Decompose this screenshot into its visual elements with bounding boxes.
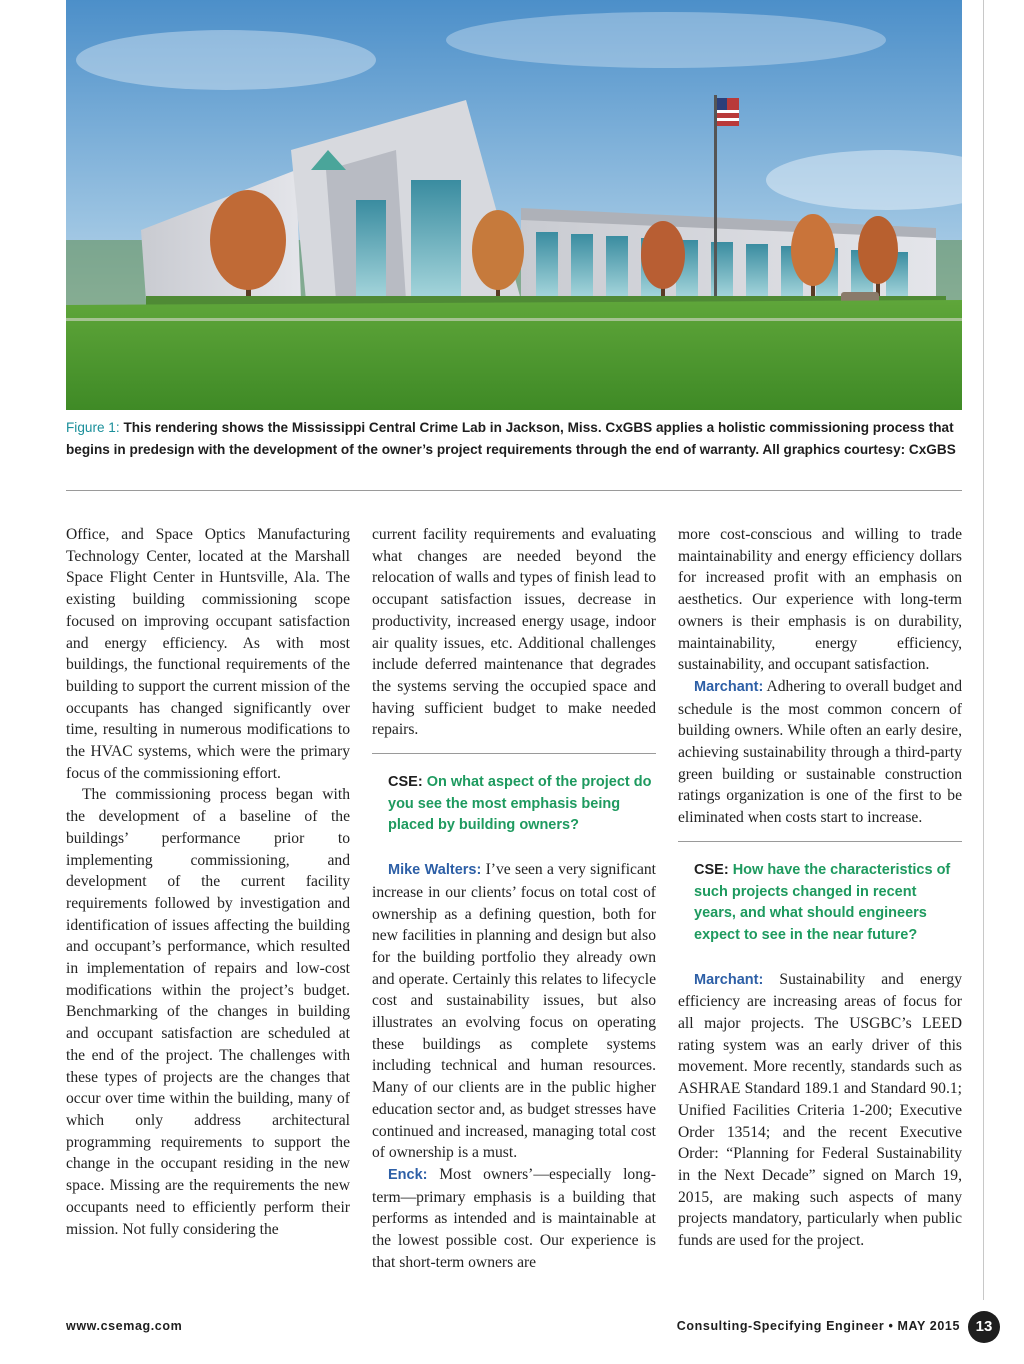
answer-paragraph	[372, 859, 656, 1164]
answer-paragraph	[678, 969, 962, 1252]
figure-caption	[66, 417, 962, 461]
answer-paragraph	[678, 676, 962, 829]
section-divider	[678, 841, 962, 842]
article-column-1	[66, 524, 350, 1240]
article-column-3	[678, 524, 962, 1252]
figure-label: Figure 1:	[66, 420, 120, 435]
interview-question	[694, 860, 962, 947]
answer-paragraph	[372, 1164, 656, 1274]
answer-text: Adhering to overall budget and schedule is the most common concern of building owners. While often an early desire, achieving sustainability through a third-party green building or sustainable construction ratings organization is one of the first to be eliminated when costs start to increase.	[678, 677, 962, 827]
page-number: 13	[968, 1311, 1000, 1343]
question-prefix: CSE:	[388, 774, 423, 791]
question-text: On what aspect of the project do you see the most emphasis being placed by building owners?	[388, 774, 652, 834]
article-column-2	[372, 524, 656, 1274]
building-rendering-image	[66, 0, 962, 410]
question-prefix: CSE:	[694, 861, 729, 878]
paragraph: The commissioning process began with the development of a baseline of the buildings’ performance prior to implementing commissioning, and development of the current facility requirements followed by investigation and identification of issues affecting the building and occupant’s performance, which resulted in implementation of repairs and low-cost modifications within the project’s budget. Benchmarking of the changes in building and occupant satisfaction are scheduled at the end of the project. The challenges with these types of projects are the changes that occur over time within the building, many of which only address architectural programming requirements to support the change in the occupant residing in the new space. Missing are the requirements the new occupants need to efficiently perform their mission. Not fully considering the	[66, 786, 350, 1238]
paragraph: current facility requirements and evaluating what changes are needed beyond the relocation of walls and types of finish lead to occupant satisfaction issues, decrease in productivity, increased energy usage, indoor air quality issues, etc. Additional challenges include deferred maintenance that degrades the systems serving the occupied space and having sufficient budget to make needed repairs.	[372, 526, 656, 739]
paragraph: Office, and Space Optics Manufacturing Technology Center, located at the Marshall Space Flight Center in Huntsville, Ala. The existing building commissioning scope focused on improving occupant satisfaction and energy efficiency. As with most buildings, the functional requirements of the building to support the current mission of the occupants has changed significantly over time, resulting in numerous modifications to the HVAC systems, which were the primary focus of the commissioning effort.	[66, 526, 350, 782]
speaker-name: Marchant:	[694, 971, 764, 988]
speaker-name: Enck:	[388, 1166, 428, 1183]
answer-text: I’ve seen a very significant increase in our clients’ focus on total cost of ownership as a defining question, both for new facilities in planning and design but also for the building portfolio they already own and operate. Certainly this relates to lifecycle cost and sustainability issues, but also illustrates an evolving focus on operating these buildings as complete systems including technical and human resources. Many of our clients are in the public higher education sector and, as budget stresses have continued and increased, managing total cost of ownership is a must.	[372, 861, 656, 1162]
answer-text: Sustainability and energy efficiency are increasing areas of focus for all major projects. The USGBC’s LEED rating system was an early driver of this movement. More recently, standards such as ASHRAE Standard 189.1 and Standard 90.1; Unified Facilities Criteria 1-200; Executive Order 13514; and the recent Executive Order: “Planning for Federal Sustainability in the Next Decade” signed on March 19, 2015, are making such aspects of many projects mandatory, particularly when public funds are used for the project.	[678, 970, 962, 1250]
figure-caption-text: This rendering shows the Mississippi Central Crime Lab in Jackson, Miss. CxGBS applies a holistic commissioning process that begins in predesign with the development of the owner’s project requirements through the end of warranty. All graphics courtesy: CxGBS	[66, 420, 956, 457]
paragraph: more cost-conscious and willing to trade maintainability and energy efficiency dollars for increased profit with an emphasis on aesthetics. Our experience with long-term owners is their emphasis is on durability, maintainability, energy efficiency, sustainability, and occupant satisfaction.	[678, 526, 962, 674]
footer-publication: Consulting-Specifying Engineer • MAY 2015	[676, 1319, 960, 1333]
interview-question	[388, 772, 656, 837]
section-divider	[372, 753, 656, 754]
answer-text: Most owners’—especially long-term—primary emphasis is a building that performs as intended and is maintainable at the lowest possible cost. Our experience is that short-term owners are	[372, 1165, 656, 1271]
caption-divider	[66, 490, 962, 491]
footer-website: www.csemag.com	[66, 1319, 183, 1333]
page-edge-rule	[983, 0, 984, 1300]
question-text: How have the characteristics of such projects changed in recent years, and what should engineers expect to see in the near future?	[694, 861, 951, 943]
speaker-name: Mike Walters:	[388, 862, 482, 879]
speaker-name: Marchant:	[694, 678, 764, 695]
